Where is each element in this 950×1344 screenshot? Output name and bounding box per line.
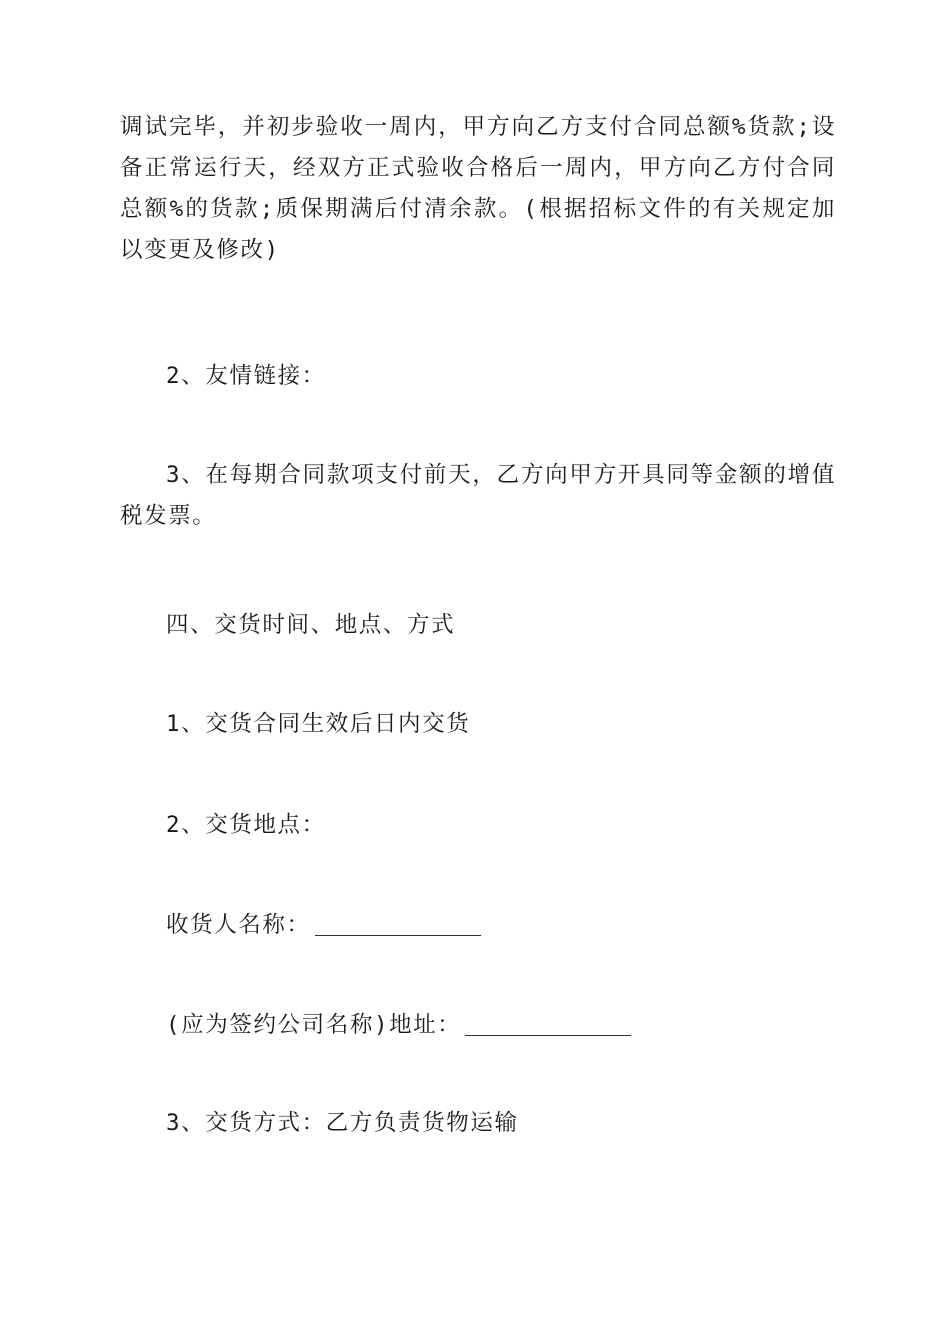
consignee-name-line bbox=[166, 905, 836, 946]
item-2-links: 2、友情链接： bbox=[166, 363, 326, 389]
delivery-time-item: 1、交货合同生效后日内交货 bbox=[166, 711, 471, 737]
section-4-heading: 四、交货时间、地点、方式 bbox=[166, 612, 456, 638]
consignee-name-blank[interactable] bbox=[315, 911, 481, 936]
consignee-name-label: 收货人名称： bbox=[166, 912, 311, 938]
address-blank[interactable] bbox=[465, 1011, 631, 1036]
item-3-invoice-paragraph bbox=[120, 455, 836, 537]
delivery-method-item: 3、交货方式：乙方负责货物运输 bbox=[166, 1110, 519, 1136]
address-label: (应为签约公司名称)地址： bbox=[166, 1012, 462, 1038]
delivery-place-item: 2、交货地点： bbox=[166, 812, 326, 838]
payment-terms-paragraph: 调试完毕，并初步验收一周内，甲方向乙方支付合同总额%货款;设备正常运行天，经双方正式验收合格后一周内，甲方向乙方付合同总额%的货款;质保期满后付清余款。(根据招标文件的有关规定加以变更及修改) bbox=[120, 114, 836, 263]
item-3-text: 3、在每期合同款项支付前天，乙方向甲方开具同等金额的增值税发票。 bbox=[120, 462, 836, 529]
address-line bbox=[166, 1005, 836, 1046]
